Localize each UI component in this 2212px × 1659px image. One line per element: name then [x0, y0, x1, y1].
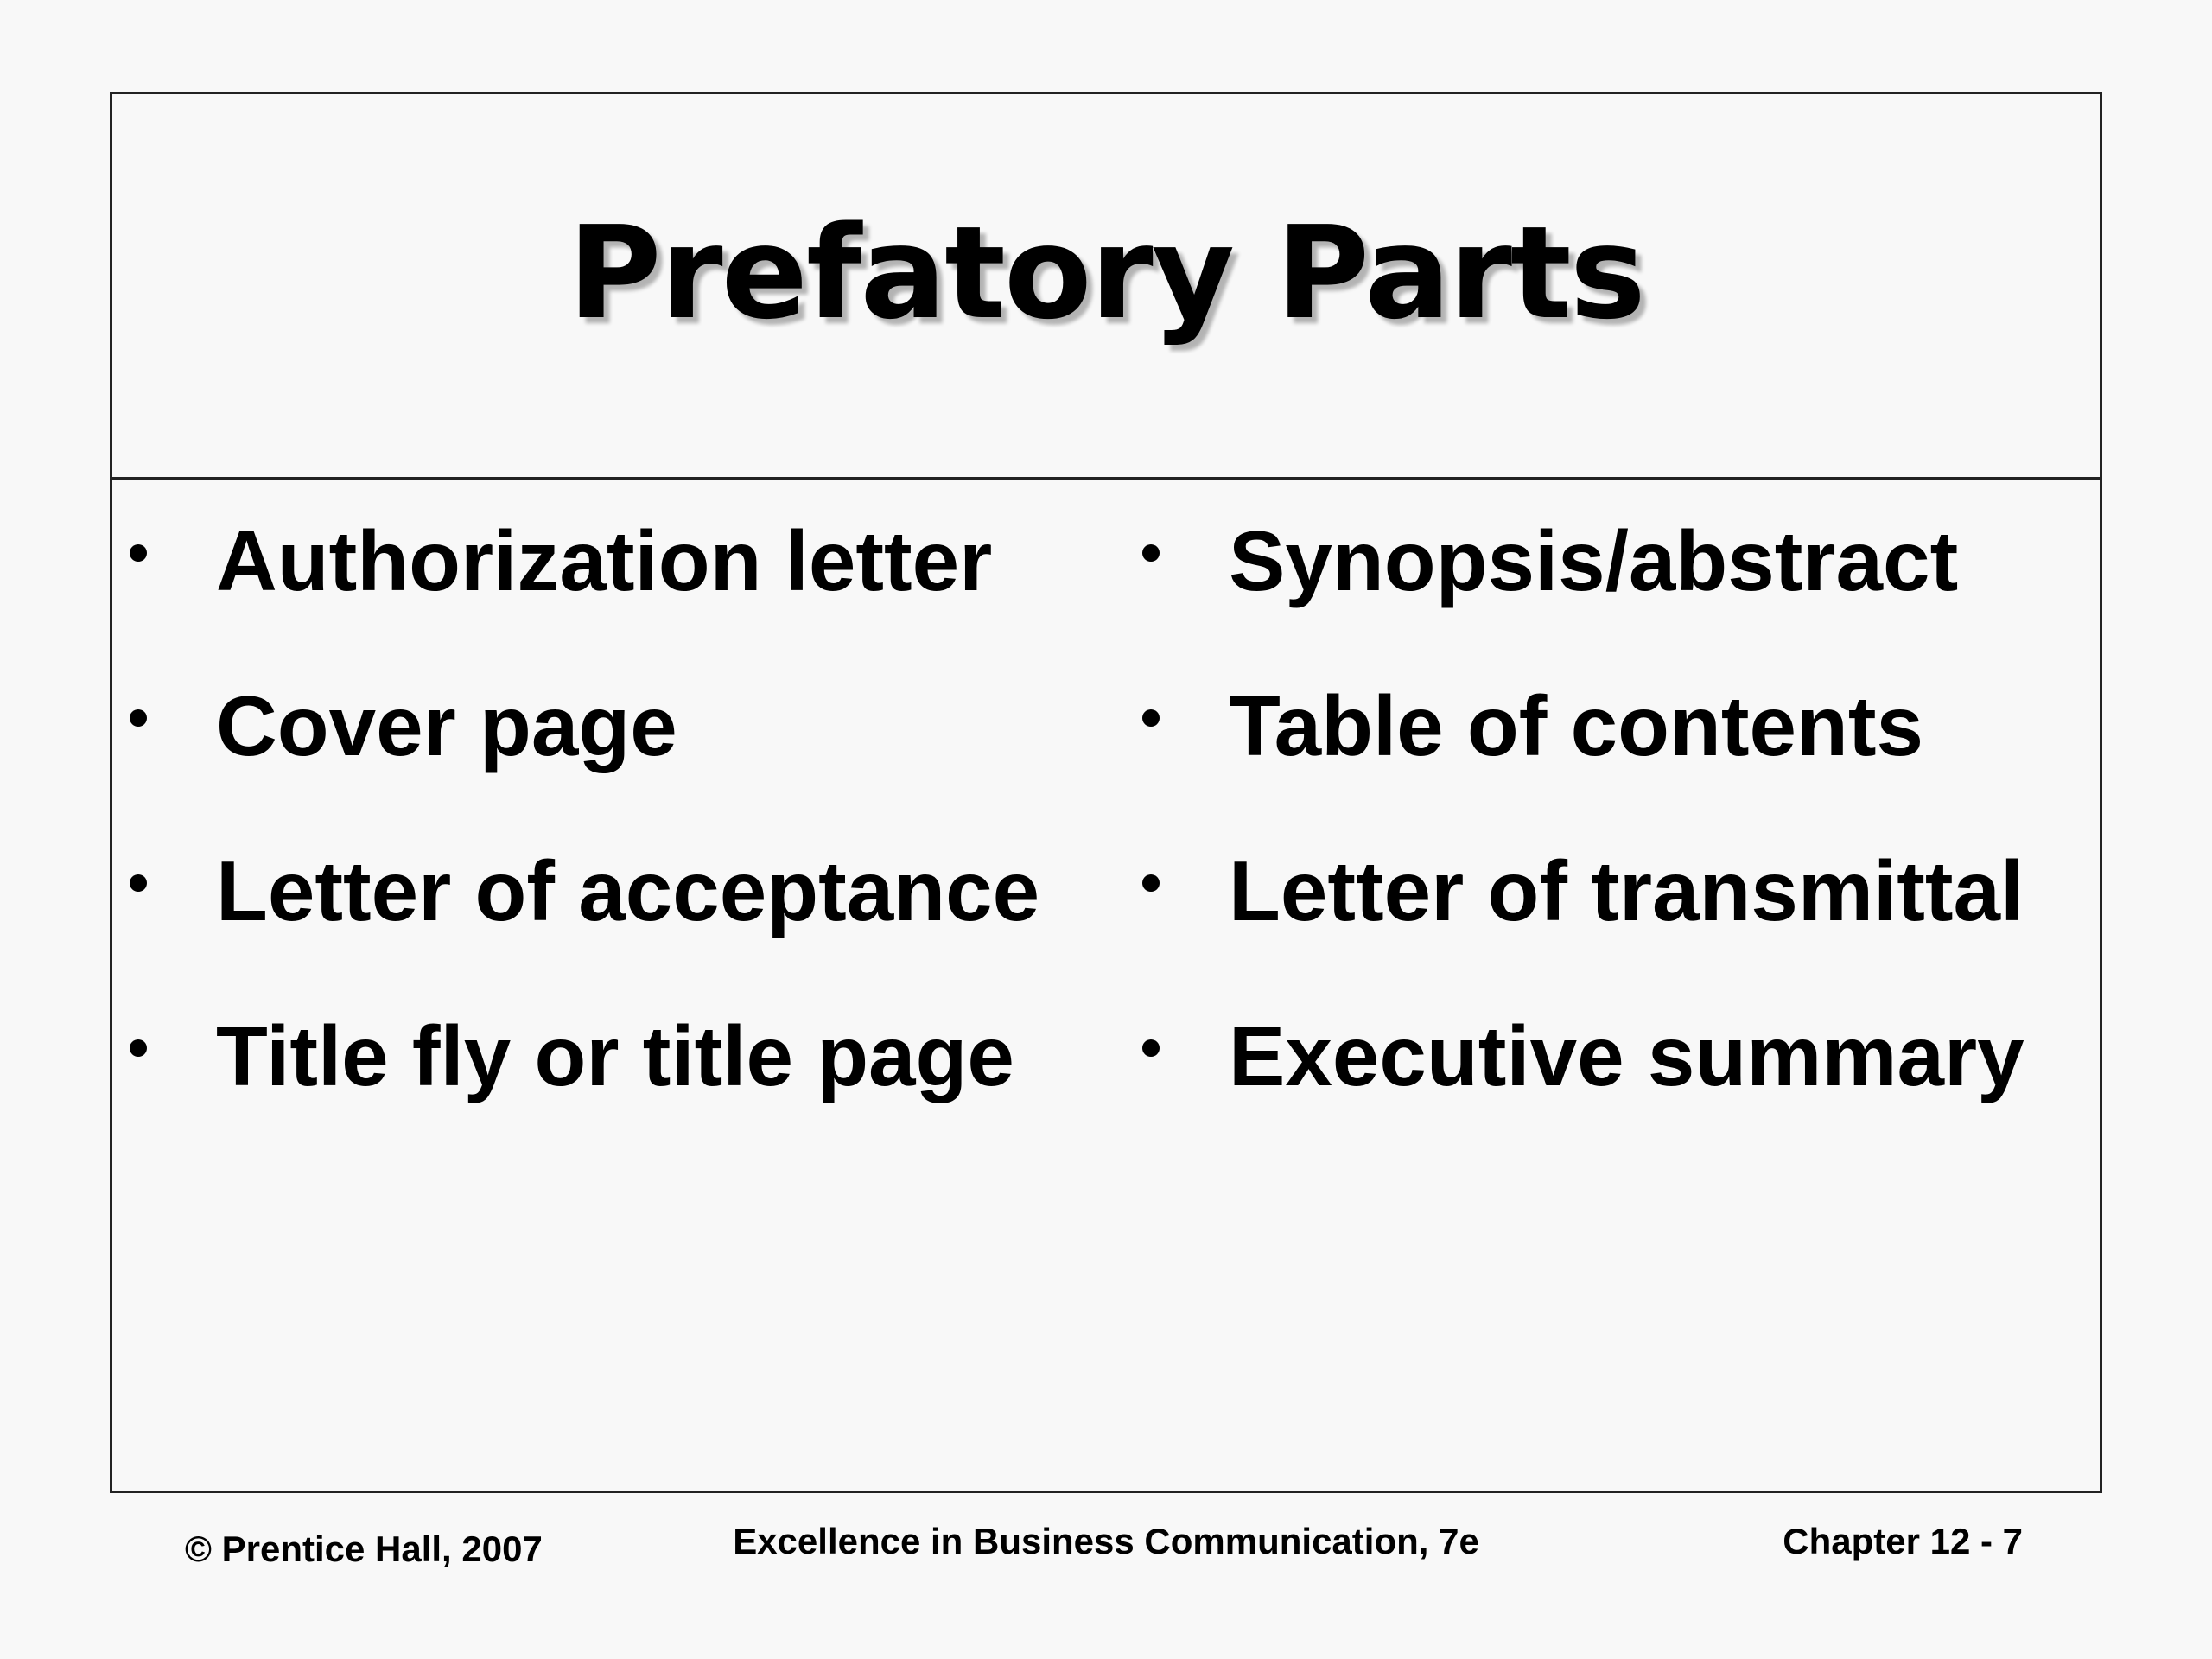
footer-copyright: © Prentice Hall, 2007 — [185, 1529, 543, 1569]
list-item-label: Table of contents — [1229, 678, 1924, 773]
bullet-icon — [1142, 544, 1160, 562]
list-item-label: Letter of transmittal — [1229, 843, 2024, 938]
footer-chapter: Chapter 12 - 7 — [1783, 1521, 2023, 1561]
list-item-label: Executive summary — [1229, 1008, 2024, 1103]
bullet-icon — [1142, 874, 1160, 892]
bullet-icon — [130, 709, 147, 727]
bullet-icon — [130, 1039, 147, 1057]
list-item-label: Authorization letter — [216, 513, 993, 608]
list-item-label: Letter of acceptance — [216, 843, 1040, 938]
footer-book-title: Excellence in Business Communication, 7e — [733, 1521, 1479, 1561]
bullet-icon — [130, 544, 147, 562]
bullet-icon — [1142, 709, 1160, 727]
bullet-icon — [130, 874, 147, 892]
list-item-label: Synopsis/abstract — [1229, 513, 1959, 608]
slide-title: Prefatory Parts — [568, 199, 1644, 347]
bullet-icon — [1142, 1039, 1160, 1057]
list-item-label: Cover page — [216, 678, 677, 773]
list-item-label: Title fly or title page — [216, 1008, 1014, 1103]
